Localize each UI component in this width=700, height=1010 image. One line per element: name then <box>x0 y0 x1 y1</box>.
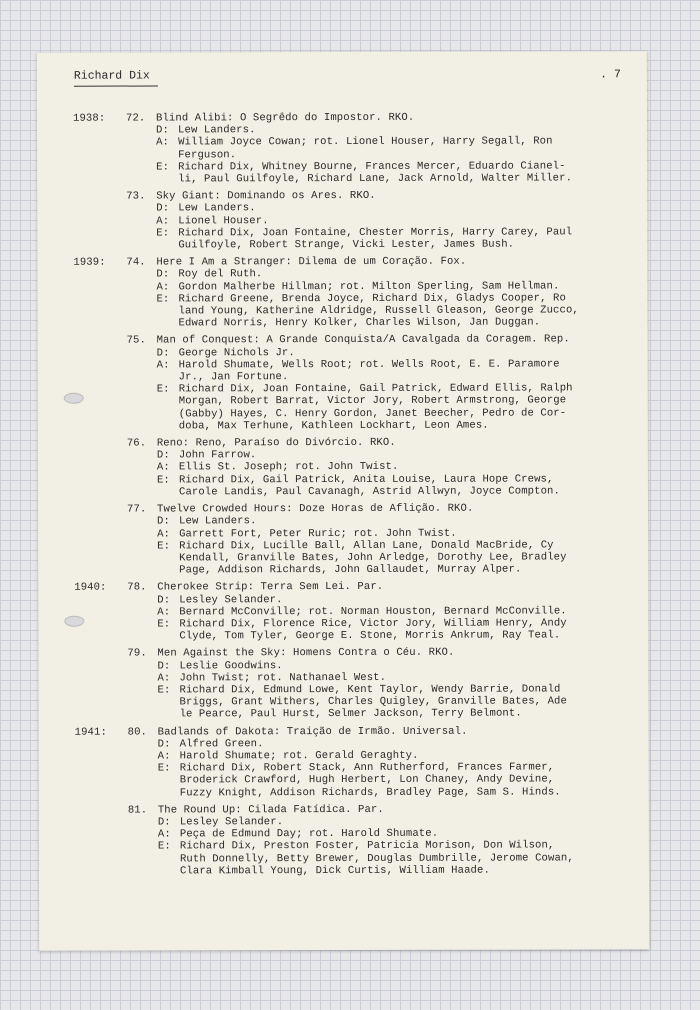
film-title: Reno: Reno, Paraíso do Divórcio. RKO. <box>156 436 396 450</box>
film-entry <box>73 189 633 251</box>
credit-line: (Gabby) Hayes, C. Henry Gordon, Janet Beecher, Pedro de Cor- <box>178 407 567 421</box>
film-title: Twelve Crowded Hours: Doze Horas de Aflição. RKO. <box>157 502 474 516</box>
credit-label: A: <box>157 828 171 841</box>
credit-line: William Joyce Cowan; rot. Lionel Houser, Harry Segall, Ron <box>178 135 553 149</box>
entry-year: 1939: <box>73 256 106 269</box>
credit-line: Guilfoyle, Robert Strange, Vicki Lester, James Bush. <box>178 238 515 252</box>
credit-line: Broderick Crawford, Hugh Herbert, Lon Chaney, Andy Devine, <box>179 773 555 787</box>
film-title: Here I Am a Stranger: Dilema de um Coração. Fox. <box>156 255 467 269</box>
credit-block <box>157 473 634 499</box>
credit-line: Richard Greene, Brenda Joyce, Richard Dix, Gladys Cooper, Ro <box>178 292 566 306</box>
credit-label: D: <box>157 738 171 751</box>
credit-label: E: <box>157 618 171 631</box>
credit-line: Morgan, Robert Barrat, Victor Jory, Robert Armstrong, George <box>178 394 567 408</box>
film-entry <box>75 803 635 878</box>
credit-block <box>156 160 633 186</box>
filmography-list <box>73 111 635 882</box>
entry-number: 80. <box>127 726 147 739</box>
credit-line: Bernard McConville; rot. Norman Houston, Bernard McConville. <box>179 605 567 619</box>
entry-number: 73. <box>126 190 146 203</box>
credit-line: le Pearce, Paul Hurst, Selmer Jackson, Terry Belmont. <box>179 707 522 721</box>
credit-label: E: <box>157 540 171 553</box>
credit-line: Briggs, Grant Withers, Charles Quigley, Granville Bates, Ade <box>179 695 567 709</box>
film-entry <box>74 647 634 722</box>
credit-label: E: <box>156 474 170 487</box>
credit-block <box>156 136 633 162</box>
credit-line: Carole Landis, Paul Cavanagh, Astrid Allwyn, Joyce Compton. <box>178 485 560 499</box>
credit-label: D: <box>157 659 171 673</box>
credit-line: Leslie Goodwins. <box>179 659 283 672</box>
credit-label: E: <box>156 227 170 240</box>
film-title: The Round Up: Cilada Fatídica. Par. <box>157 803 384 817</box>
page-number: . 7 <box>600 68 621 82</box>
credit-line: Ferguson. <box>178 148 237 162</box>
credit-label: D: <box>156 347 170 360</box>
credit-label: E: <box>156 383 170 396</box>
credit-line: Lesley Selander. <box>179 593 283 606</box>
credit-label: A: <box>157 750 171 763</box>
credit-line: Peça de Edmund Day; rot. Harold Shumate. <box>179 827 439 841</box>
entry-year: 1938: <box>72 112 106 125</box>
credit-line: Richard Dix, Preston Foster, Patricia Morison, Don Wilson, <box>179 839 555 853</box>
credit-line: Alfred Green. <box>179 737 264 751</box>
credit-line: Richard Dix, Gail Patrick, Anita Louise, Laura Hope Crews, <box>178 473 554 487</box>
document-page <box>37 51 649 951</box>
credit-line: Clyde, Tom Tyler, George E. Stone, Morris Ankrum, Ray Teal. <box>179 629 561 643</box>
entry-year: 1941: <box>74 726 107 739</box>
film-title: Blind Alibi: O Segrêdo do Impostor. RKO. <box>155 111 415 125</box>
credit-label: A: <box>157 672 171 685</box>
credit-label: E: <box>157 684 171 697</box>
credit-label: D: <box>156 124 169 137</box>
credit-line: Richard Dix, Florence Rice, Victor Jory, William Henry, Andy <box>179 617 567 631</box>
entry-number: 79. <box>127 647 147 660</box>
entry-number: 77. <box>127 503 147 516</box>
credit-label: D: <box>157 816 171 829</box>
credit-label: E: <box>156 293 170 306</box>
credit-line: Richard Dix, Edmund Lowe, Kent Taylor, Wendy Barrie, Donald <box>179 683 561 697</box>
film-entry <box>73 111 633 186</box>
credit-label: A: <box>156 136 169 149</box>
film-entry <box>75 725 635 800</box>
credit-label: E: <box>157 840 171 853</box>
credit-label: D: <box>156 202 170 215</box>
entry-number: 76. <box>126 437 147 450</box>
credit-line: Richard Dix, Joan Fontaine, Gail Patrick, Edward Ellis, Ralph <box>178 382 573 396</box>
credit-line: Ruth Donnelly, Betty Brewer, Douglas Dumbrille, Jerome Cowan, <box>179 851 574 866</box>
credit-block <box>156 292 633 330</box>
credit-line: Lew Landers. <box>178 202 256 215</box>
credit-block <box>157 617 634 643</box>
entry-number: 75. <box>126 334 146 348</box>
credit-line: John Twist; rot. Nathanael West. <box>179 671 387 685</box>
credit-line: doba, Max Terhune, Kathleen Lockhart, Leon Ames. <box>178 419 489 433</box>
film-title: Man of Conquest: A Grande Conquista/A Cavalgada da Coragem. Rep. <box>156 333 570 347</box>
film-entry <box>74 502 634 577</box>
credit-line: Ellis St. Joseph; rot. John Twist. <box>178 461 399 474</box>
entry-year: 1940: <box>74 581 107 595</box>
entry-number: 72. <box>125 112 146 125</box>
credit-line: Richard Dix, Lucille Ball, Allan Lane, Donald MacBride, Cy <box>179 539 554 553</box>
entry-number: 74. <box>126 256 146 269</box>
credit-line: Lionel Houser. <box>178 214 269 228</box>
credit-block <box>157 358 634 384</box>
credit-block <box>156 226 633 252</box>
film-title: Men Against the Sky: Homens Contra o Céu. RKO. <box>157 647 455 660</box>
credit-line: Lew Landers. <box>179 515 257 528</box>
film-title: Cherokee Strip: Terra Sem Lei. Par. <box>157 581 384 594</box>
credit-label: D: <box>156 268 170 281</box>
credit-line: Clara Kimball Young, Dick Curtis, William Haade. <box>179 864 490 878</box>
credit-line: Page, Addison Richards, John Gallaudet, Murray Alper. <box>179 563 522 577</box>
film-entry <box>73 255 633 330</box>
credit-label: D: <box>156 449 170 462</box>
credit-label: A: <box>156 359 170 372</box>
credit-line: Harold Shumate, Wells Root; rot. Wells Root, E. E. Paramore <box>178 358 560 372</box>
entry-number: 78. <box>127 581 147 594</box>
header-name: Richard Dix <box>74 69 158 86</box>
credit-block <box>158 840 635 878</box>
credit-line: Lew Landers. <box>178 124 256 137</box>
credit-line: John Farrow. <box>178 449 257 462</box>
page-header <box>74 65 621 88</box>
film-title: Sky Giant: Dominando os Ares. RKO. <box>156 190 376 203</box>
credit-label: A: <box>157 527 171 540</box>
film-entry <box>74 436 634 498</box>
credit-line: Richard Dix, Joan Fontaine, Chester Morris, Harry Carey, Paul <box>178 226 573 240</box>
credit-block <box>158 761 635 799</box>
credit-label: A: <box>156 461 170 474</box>
film-title: Badlands of Dakota: Traição de Irmão. Universal. <box>157 725 468 739</box>
credit-line: Edward Norris, Henry Kolker, Charles Wilson, Jan Duggan. <box>178 316 541 330</box>
credit-line: Roy del Ruth. <box>178 268 263 281</box>
credit-block <box>157 539 634 577</box>
entry-number: 81. <box>127 804 148 817</box>
credit-line: Gordon Malherbe Hillman; rot. Milton Sperling, Sam Hellman. <box>178 280 560 294</box>
credit-line: Fuzzy Knight, Addison Richards, Bradley Page, Sam S. Hinds. <box>179 785 561 799</box>
film-entry <box>74 334 634 433</box>
credit-line: Richard Dix, Robert Stack, Ann Rutherford, Frances Farmer, <box>179 761 555 775</box>
credit-label: E: <box>157 762 171 775</box>
credit-line: Kendall, Granville Bates, John Arledge, Dorothy Lee, Bradley <box>179 551 567 565</box>
credit-line: li, Paul Guilfoyle, Richard Lane, Jack Arnold, Walter Miller. <box>178 172 573 186</box>
credit-line: Harold Shumate; rot. Gerald Geraghty. <box>179 749 419 763</box>
credit-block <box>157 683 634 721</box>
credit-line: Garrett Fort, Peter Ruric; rot. John Twist. <box>179 527 457 540</box>
credit-line: land Young, Katherine Aldridge, Russell Gleason, George Zucco, <box>178 304 579 318</box>
credit-label: E: <box>156 161 170 174</box>
credit-label: D: <box>157 515 170 528</box>
credit-line: Jr., Jan Fortune. <box>178 371 289 384</box>
credit-block <box>157 383 634 433</box>
credit-line: George Nichols Jr. <box>178 346 295 360</box>
credit-label: A: <box>156 281 170 294</box>
credit-line: Richard Dix, Whitney Bourne, Frances Mercer, Eduardo Cianel- <box>178 160 566 174</box>
credit-line: Lesley Selander. <box>179 816 284 829</box>
credit-label: D: <box>157 593 171 607</box>
film-entry <box>74 581 634 643</box>
credit-label: A: <box>156 215 170 228</box>
credit-label: A: <box>157 606 171 619</box>
